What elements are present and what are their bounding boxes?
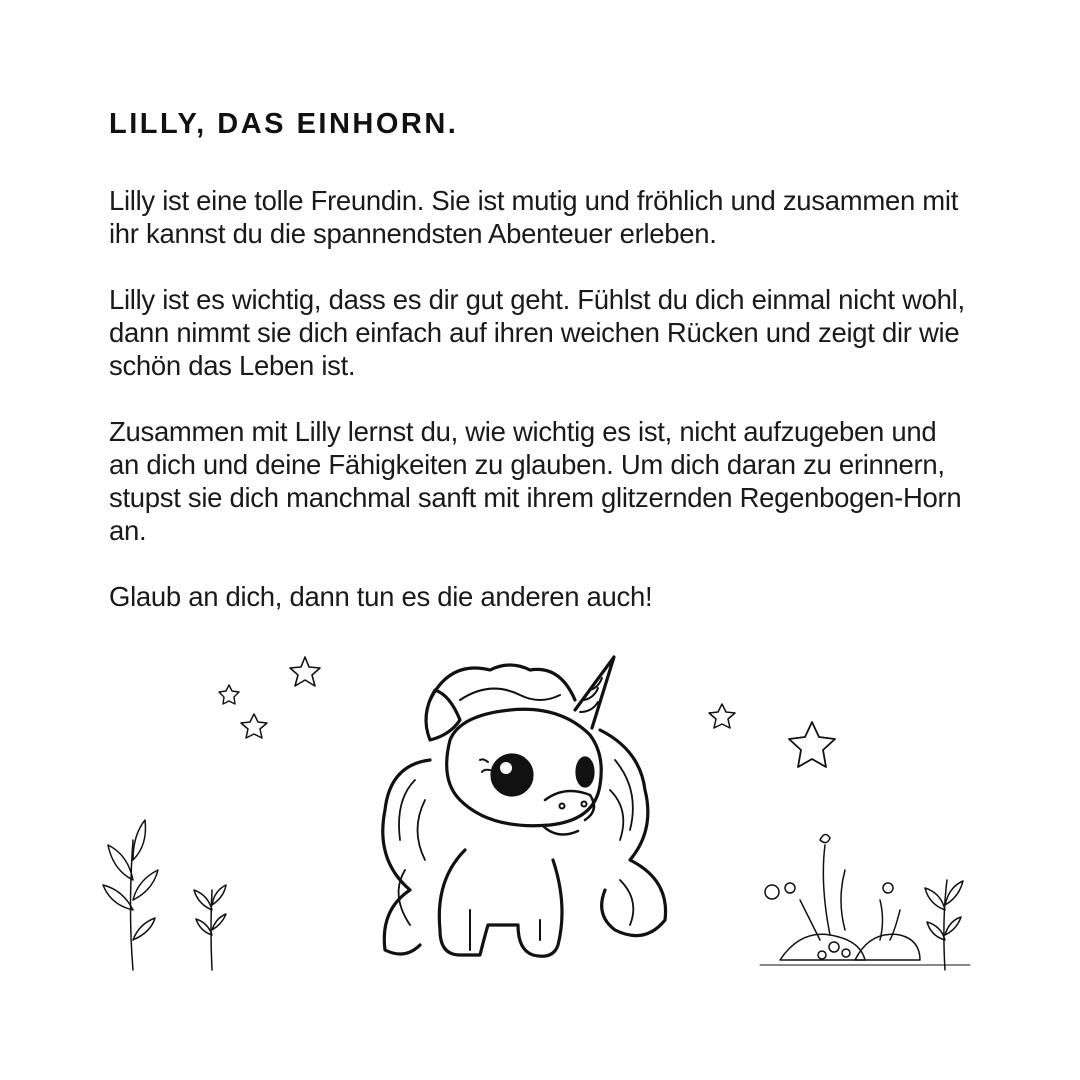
page-title: LILLY, DAS EINHORN. [109,108,459,140]
paragraph-4: Glaub an dich, dann tun es die anderen auch! [109,581,653,612]
star-icon [241,714,267,738]
paragraph-1: Lilly ist eine tolle Freundin. Sie ist mutig und fröhlich und zusammen mit ihr kannst du die spannendsten Abenteuer erleben. [109,185,959,249]
story-text [109,184,969,646]
paragraph-3: Zusammen mit Lilly lernst du, wie wichtig es ist, nicht aufzugeben und an dich und deine Fähigkeiten zu glauben. Um dich daran zu erinnern, stupst sie dich manchmal sanft mit ihrem glitzernden Regenbogen-Horn an. [109,416,962,546]
plant-icon [103,820,226,970]
star-icon [709,704,735,728]
flower-garden-icon [760,834,970,970]
star-icon [789,722,835,767]
unicorn-drawing [383,657,666,956]
paragraph-2: Lilly ist es wichtig, dass es dir gut geht. Fühlst du dich einmal nicht wohl, dann nimmt sie dich einfach auf ihren weichen Rücken und zeigt dir wie schön das Leben ist. [109,284,965,381]
star-icon [290,657,320,686]
star-icon [219,685,239,704]
illustration [0,640,1080,1000]
